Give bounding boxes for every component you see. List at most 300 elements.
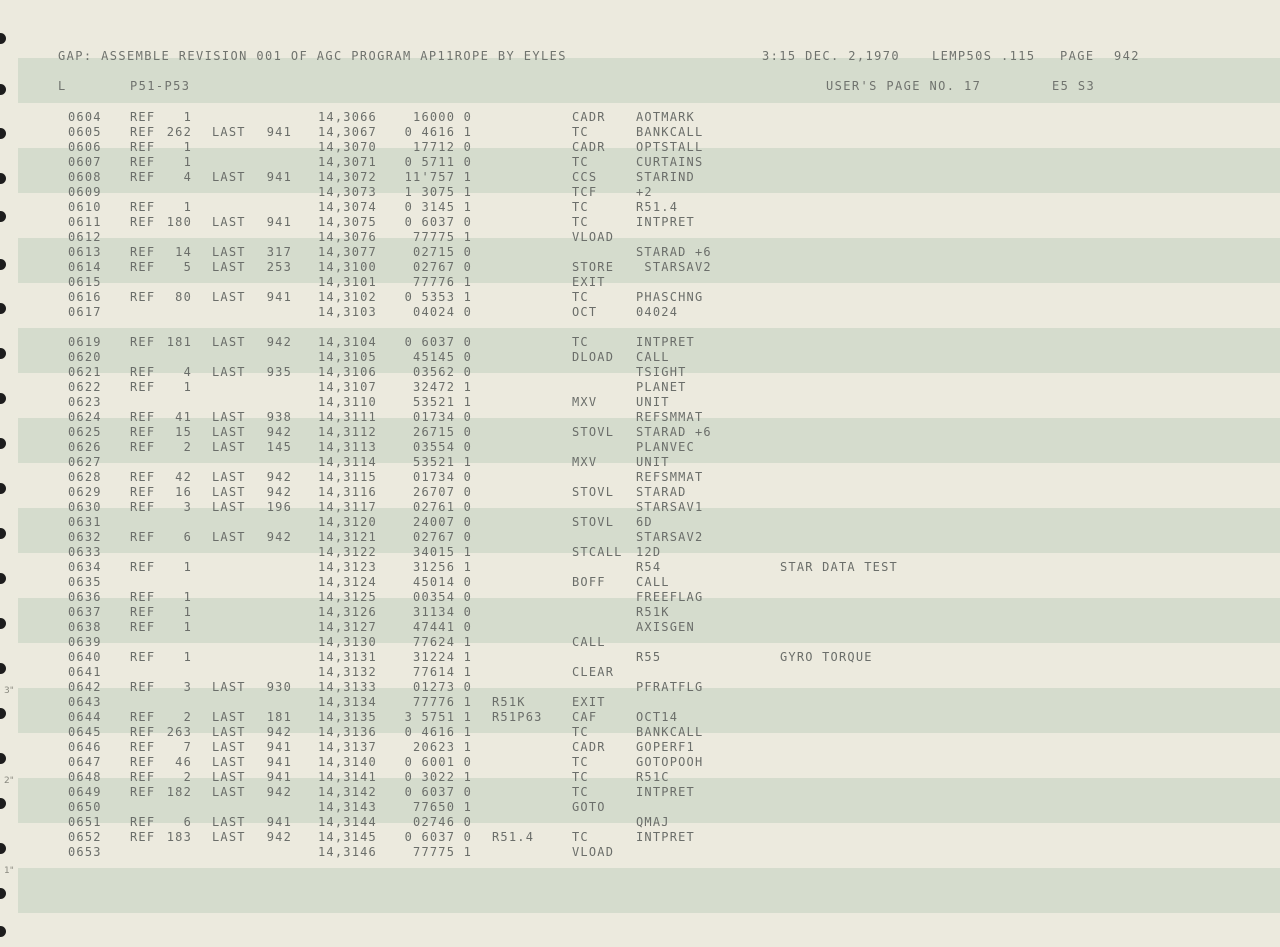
line-number: 0617 — [68, 305, 102, 319]
address: 14,3135 — [318, 710, 377, 724]
listing-row — [0, 605, 1280, 620]
listing-row — [0, 695, 1280, 710]
address: 14,3103 — [318, 305, 377, 319]
listing-row — [0, 620, 1280, 635]
address: 14,3131 — [318, 650, 377, 664]
address: 14,3134 — [318, 695, 377, 709]
last-page: 941 — [266, 170, 292, 184]
listing-row — [0, 185, 1280, 200]
ref-count: 263 — [166, 725, 192, 739]
ref-keyword: REF — [130, 215, 156, 229]
opcode: STOVL — [572, 485, 615, 499]
operand: UNIT — [636, 455, 670, 469]
listing-row — [0, 800, 1280, 815]
last-page: 196 — [266, 500, 292, 514]
listing-row — [0, 425, 1280, 440]
octal-word: 53521 1 — [413, 455, 472, 469]
address: 14,3116 — [318, 485, 377, 499]
octal-word: 0 4616 1 — [404, 125, 472, 139]
location-label: R51P63 — [492, 710, 543, 724]
ref-keyword: REF — [130, 335, 156, 349]
ref-keyword: REF — [130, 830, 156, 844]
opcode: STOVL — [572, 515, 615, 529]
address: 14,3073 — [318, 185, 377, 199]
line-number: 0636 — [68, 590, 102, 604]
octal-word: 04024 0 — [413, 305, 472, 319]
last-page: 941 — [266, 815, 292, 829]
ref-keyword: REF — [130, 110, 156, 124]
octal-word: 02761 0 — [413, 500, 472, 514]
line-number: 0647 — [68, 755, 102, 769]
octal-word: 01273 0 — [413, 680, 472, 694]
last-page: 942 — [266, 335, 292, 349]
address: 14,3067 — [318, 125, 377, 139]
octal-word: 0 3022 1 — [404, 770, 472, 784]
operand: TSIGHT — [636, 365, 687, 379]
line-number: 0624 — [68, 410, 102, 424]
opcode: STCALL — [572, 545, 623, 559]
operand: PLANVEC — [636, 440, 695, 454]
line-number: 0621 — [68, 365, 102, 379]
listing-row — [0, 740, 1280, 755]
listing-row — [0, 770, 1280, 785]
opcode: TC — [572, 830, 589, 844]
listing-row — [0, 575, 1280, 590]
octal-word: 0 5353 1 — [404, 290, 472, 304]
location-label: R51.4 — [492, 830, 535, 844]
line-number: 0627 — [68, 455, 102, 469]
octal-word: 00354 0 — [413, 590, 472, 604]
operand: INTPRET — [636, 785, 695, 799]
last-page: 935 — [266, 365, 292, 379]
address: 14,3110 — [318, 395, 377, 409]
last-keyword: LAST — [212, 830, 246, 844]
listing-row — [0, 350, 1280, 365]
binder-hole — [0, 84, 6, 95]
last-page: 942 — [266, 785, 292, 799]
listing-row — [0, 470, 1280, 485]
address: 14,3107 — [318, 380, 377, 394]
ref-keyword: REF — [130, 245, 156, 259]
last-keyword: LAST — [212, 410, 246, 424]
last-page: 317 — [266, 245, 292, 259]
octal-word: 03562 0 — [413, 365, 472, 379]
ref-keyword: REF — [130, 605, 156, 619]
opcode: TC — [572, 155, 589, 169]
ref-keyword: REF — [130, 785, 156, 799]
ref-count: 2 — [183, 770, 192, 784]
opcode: TC — [572, 725, 589, 739]
octal-word: 02767 0 — [413, 530, 472, 544]
octal-word: 16000 0 — [413, 110, 472, 124]
address: 14,3074 — [318, 200, 377, 214]
ref-count: 2 — [183, 710, 192, 724]
octal-word: 02715 0 — [413, 245, 472, 259]
last-page: 942 — [266, 485, 292, 499]
operand: CALL — [636, 350, 670, 364]
octal-word: 53521 1 — [413, 395, 472, 409]
ref-count: 2 — [183, 440, 192, 454]
listing-row — [0, 710, 1280, 725]
last-page: 941 — [266, 125, 292, 139]
listing-row — [0, 560, 1280, 575]
ref-keyword: REF — [130, 620, 156, 634]
last-page: 930 — [266, 680, 292, 694]
operand: BANKCALL — [636, 725, 704, 739]
last-page: 942 — [266, 425, 292, 439]
octal-word: 0 6037 0 — [404, 335, 472, 349]
operand: CALL — [636, 575, 670, 589]
line-number: 0625 — [68, 425, 102, 439]
octal-word: 77776 1 — [413, 275, 472, 289]
last-page: 941 — [266, 755, 292, 769]
line-number: 0606 — [68, 140, 102, 154]
ref-keyword: REF — [130, 725, 156, 739]
opcode: TCF — [572, 185, 598, 199]
line-number: 0612 — [68, 230, 102, 244]
octal-word: 0 3145 1 — [404, 200, 472, 214]
ref-count: 16 — [175, 485, 192, 499]
ref-keyword: REF — [130, 650, 156, 664]
line-number: 0631 — [68, 515, 102, 529]
listing-row — [0, 650, 1280, 665]
octal-word: 77775 1 — [413, 845, 472, 859]
octal-word: 0 6001 0 — [404, 755, 472, 769]
octal-word: 0 6037 0 — [404, 830, 472, 844]
address: 14,3111 — [318, 410, 377, 424]
ref-count: 46 — [175, 755, 192, 769]
opcode: CADR — [572, 110, 606, 124]
line-number: 0648 — [68, 770, 102, 784]
last-keyword: LAST — [212, 440, 246, 454]
opcode: CAF — [572, 710, 598, 724]
opcode: STOVL — [572, 425, 615, 439]
operand: R51K — [636, 605, 670, 619]
binder-hole — [0, 926, 6, 937]
listing-row — [0, 230, 1280, 245]
address: 14,3113 — [318, 440, 377, 454]
page-number: 942 — [1114, 49, 1140, 63]
listing-row — [0, 830, 1280, 845]
line-number: 0638 — [68, 620, 102, 634]
ref-keyword: REF — [130, 170, 156, 184]
ref-count: 1 — [183, 650, 192, 664]
inch-mark: 3" — [4, 686, 14, 696]
line-number: 0628 — [68, 470, 102, 484]
octal-word: 02767 0 — [413, 260, 472, 274]
opcode: DLOAD — [572, 350, 615, 364]
line-number: 0605 — [68, 125, 102, 139]
last-page: 253 — [266, 260, 292, 274]
last-page: 941 — [266, 215, 292, 229]
ref-count: 180 — [166, 215, 192, 229]
last-keyword: LAST — [212, 245, 246, 259]
line-number: 0615 — [68, 275, 102, 289]
last-page: 181 — [266, 710, 292, 724]
last-page: 938 — [266, 410, 292, 424]
listing-row — [0, 275, 1280, 290]
address: 14,3145 — [318, 830, 377, 844]
line-number: 0632 — [68, 530, 102, 544]
opcode: STORE — [572, 260, 615, 274]
line-number: 0622 — [68, 380, 102, 394]
listing-row — [0, 545, 1280, 560]
opcode: OCT — [572, 305, 598, 319]
operand: GOPERF1 — [636, 740, 695, 754]
opcode: TC — [572, 755, 589, 769]
octal-word: 01734 0 — [413, 470, 472, 484]
ref-count: 41 — [175, 410, 192, 424]
opcode: CADR — [572, 740, 606, 754]
location-label: R51K — [492, 695, 526, 709]
listing-code: E5 S3 — [1052, 79, 1096, 93]
octal-word: 0 4616 1 — [404, 725, 472, 739]
operand: PLANET — [636, 380, 687, 394]
line-number: 0646 — [68, 740, 102, 754]
opcode: MXV — [572, 455, 598, 469]
listing-datetime: 3:15 DEC. 2,1970 — [762, 49, 900, 63]
octal-word: 31224 1 — [413, 650, 472, 664]
ref-count: 262 — [166, 125, 192, 139]
listing-row — [0, 380, 1280, 395]
ref-keyword: REF — [130, 425, 156, 439]
operand: STARAD +6 — [636, 425, 712, 439]
line-number: 0649 — [68, 785, 102, 799]
line-number: 0613 — [68, 245, 102, 259]
last-keyword: LAST — [212, 785, 246, 799]
octal-word: 20623 1 — [413, 740, 472, 754]
last-page: 941 — [266, 740, 292, 754]
line-number: 0641 — [68, 665, 102, 679]
octal-word: 77650 1 — [413, 800, 472, 814]
address: 14,3123 — [318, 560, 377, 574]
octal-word: 77624 1 — [413, 635, 472, 649]
user-page-number: USER'S PAGE NO. 17 — [826, 79, 982, 93]
listing-row — [0, 440, 1280, 455]
ref-keyword: REF — [130, 500, 156, 514]
operand: PHASCHNG — [636, 290, 704, 304]
listing-row — [0, 170, 1280, 185]
opcode: VLOAD — [572, 230, 615, 244]
green-band — [18, 868, 1280, 913]
operand: OPTSTALL — [636, 140, 704, 154]
ref-count: 4 — [183, 170, 192, 184]
address: 14,3077 — [318, 245, 377, 259]
operand: REFSMMAT — [636, 410, 704, 424]
ref-keyword: REF — [130, 560, 156, 574]
binder-hole — [0, 33, 6, 44]
octal-word: 77614 1 — [413, 665, 472, 679]
octal-word: 0 5711 0 — [404, 155, 472, 169]
ref-count: 5 — [183, 260, 192, 274]
opcode: TC — [572, 335, 589, 349]
address: 14,3124 — [318, 575, 377, 589]
listing-row — [0, 635, 1280, 650]
ref-count: 3 — [183, 680, 192, 694]
ref-count: 3 — [183, 500, 192, 514]
line-number: 0644 — [68, 710, 102, 724]
operand: CURTAINS — [636, 155, 704, 169]
octal-word: 31134 0 — [413, 605, 472, 619]
listing-row — [0, 320, 1280, 335]
address: 14,3121 — [318, 530, 377, 544]
opcode: TC — [572, 215, 589, 229]
comment: STAR DATA TEST — [780, 560, 898, 574]
ref-keyword: REF — [130, 530, 156, 544]
ref-count: 1 — [183, 140, 192, 154]
opcode: TC — [572, 785, 589, 799]
last-keyword: LAST — [212, 260, 246, 274]
octal-word: 03554 0 — [413, 440, 472, 454]
listing-row — [0, 845, 1280, 860]
ref-count: 6 — [183, 815, 192, 829]
operand: INTPRET — [636, 335, 695, 349]
ref-count: 80 — [175, 290, 192, 304]
octal-word: 1 3075 1 — [404, 185, 472, 199]
opcode: TC — [572, 290, 589, 304]
listing-title: GAP: ASSEMBLE REVISION 001 OF AGC PROGRAM AP11ROPE BY EYLES — [58, 49, 567, 63]
ref-keyword: REF — [130, 140, 156, 154]
octal-word: 24007 0 — [413, 515, 472, 529]
address: 14,3071 — [318, 155, 377, 169]
ref-count: 1 — [183, 620, 192, 634]
ref-keyword: REF — [130, 125, 156, 139]
last-page: 942 — [266, 725, 292, 739]
listing-row — [0, 215, 1280, 230]
address: 14,3141 — [318, 770, 377, 784]
line-number: 0610 — [68, 200, 102, 214]
listing-row — [0, 200, 1280, 215]
page-label: PAGE — [1060, 49, 1095, 63]
listing-row — [0, 110, 1280, 125]
section-marker: L — [58, 79, 67, 93]
last-page: 145 — [266, 440, 292, 454]
last-keyword: LAST — [212, 125, 246, 139]
operand: STARSAV2 — [636, 530, 704, 544]
ref-count: 7 — [183, 740, 192, 754]
octal-word: 11'757 1 — [404, 170, 472, 184]
ref-keyword: REF — [130, 440, 156, 454]
listing-row — [0, 260, 1280, 275]
last-keyword: LAST — [212, 425, 246, 439]
listing-row — [0, 725, 1280, 740]
listing-row — [0, 290, 1280, 305]
octal-word: 0 6037 0 — [404, 785, 472, 799]
listing-row — [0, 815, 1280, 830]
ref-keyword: REF — [130, 155, 156, 169]
operand: 6D — [636, 515, 653, 529]
last-keyword: LAST — [212, 725, 246, 739]
address: 14,3105 — [318, 350, 377, 364]
address: 14,3101 — [318, 275, 377, 289]
last-page: 941 — [266, 290, 292, 304]
last-keyword: LAST — [212, 335, 246, 349]
operand: STARSAV1 — [636, 500, 704, 514]
address: 14,3076 — [318, 230, 377, 244]
operand: QMAJ — [636, 815, 670, 829]
ref-keyword: REF — [130, 200, 156, 214]
octal-word: 02746 0 — [413, 815, 472, 829]
ref-keyword: REF — [130, 260, 156, 274]
operand: FREEFLAG — [636, 590, 704, 604]
last-keyword: LAST — [212, 500, 246, 514]
ref-keyword: REF — [130, 755, 156, 769]
operand: INTPRET — [636, 215, 695, 229]
ref-keyword: REF — [130, 590, 156, 604]
address: 14,3146 — [318, 845, 377, 859]
line-number: 0623 — [68, 395, 102, 409]
octal-word: 26707 0 — [413, 485, 472, 499]
last-keyword: LAST — [212, 755, 246, 769]
octal-word: 0 6037 0 — [404, 215, 472, 229]
opcode: TC — [572, 125, 589, 139]
address: 14,3120 — [318, 515, 377, 529]
line-number: 0635 — [68, 575, 102, 589]
listing-row — [0, 500, 1280, 515]
line-number: 0637 — [68, 605, 102, 619]
listing-row — [0, 785, 1280, 800]
address: 14,3066 — [318, 110, 377, 124]
line-number: 0634 — [68, 560, 102, 574]
ref-count: 1 — [183, 200, 192, 214]
opcode: VLOAD — [572, 845, 615, 859]
ref-count: 1 — [183, 155, 192, 169]
last-page: 941 — [266, 770, 292, 784]
address: 14,3075 — [318, 215, 377, 229]
operand: BANKCALL — [636, 125, 704, 139]
operand: REFSMMAT — [636, 470, 704, 484]
line-number: 0653 — [68, 845, 102, 859]
address: 14,3106 — [318, 365, 377, 379]
line-number: 0650 — [68, 800, 102, 814]
ref-keyword: REF — [130, 410, 156, 424]
line-number: 0629 — [68, 485, 102, 499]
line-number: 0639 — [68, 635, 102, 649]
listing-row — [0, 365, 1280, 380]
operand: R54 — [636, 560, 662, 574]
address: 14,3127 — [318, 620, 377, 634]
inch-mark: 2" — [4, 776, 14, 786]
octal-word: 01734 0 — [413, 410, 472, 424]
last-keyword: LAST — [212, 470, 246, 484]
ref-keyword: REF — [130, 470, 156, 484]
listing-row — [0, 155, 1280, 170]
operand: OCT14 — [636, 710, 679, 724]
opcode: CALL — [572, 635, 606, 649]
ref-count: 182 — [166, 785, 192, 799]
listing-row — [0, 305, 1280, 320]
ref-count: 1 — [183, 110, 192, 124]
line-number: 0616 — [68, 290, 102, 304]
last-keyword: LAST — [212, 485, 246, 499]
octal-word: 34015 1 — [413, 545, 472, 559]
octal-word: 31256 1 — [413, 560, 472, 574]
listing-row — [0, 485, 1280, 500]
inch-mark: 1" — [4, 866, 14, 876]
line-number: 0645 — [68, 725, 102, 739]
address: 14,3132 — [318, 665, 377, 679]
line-number: 0619 — [68, 335, 102, 349]
opcode: CCS — [572, 170, 598, 184]
opcode: MXV — [572, 395, 598, 409]
ref-count: 1 — [183, 605, 192, 619]
line-number: 0651 — [68, 815, 102, 829]
ref-count: 1 — [183, 380, 192, 394]
ref-keyword: REF — [130, 680, 156, 694]
listing-row — [0, 245, 1280, 260]
operand: +2 — [636, 185, 653, 199]
binder-hole — [0, 888, 6, 899]
